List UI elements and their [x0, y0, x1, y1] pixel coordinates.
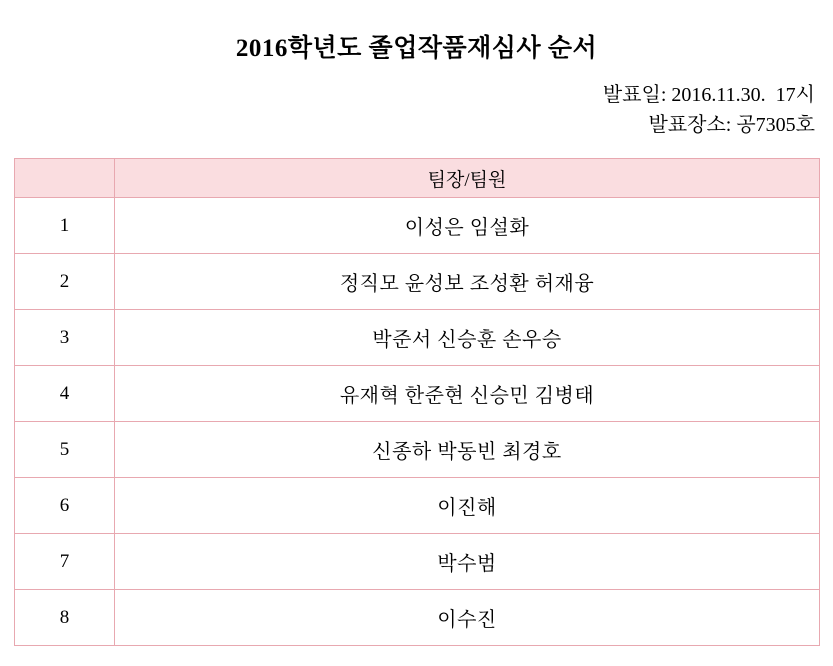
presentation-place: 발표장소: 공7305호	[648, 114, 815, 136]
row-members: 이수진	[115, 590, 820, 646]
row-number: 5	[15, 422, 115, 478]
row-members: 박수범	[115, 534, 820, 590]
schedule-table	[14, 158, 820, 646]
table-row	[15, 198, 820, 254]
row-members: 박준서 신승훈 손우승	[115, 310, 820, 366]
row-number: 6	[15, 478, 115, 534]
page-title: 2016학년도 졸업작품재심사 순서	[235, 35, 598, 62]
row-members: 이성은 임설화	[115, 198, 820, 254]
table-row	[15, 254, 820, 310]
table-row	[15, 590, 820, 646]
document-page	[0, 28, 833, 666]
row-number: 2	[15, 254, 115, 310]
row-number: 7	[15, 534, 115, 590]
row-number: 8	[15, 590, 115, 646]
document-meta	[0, 80, 833, 140]
row-members: 신종하 박동빈 최경호	[115, 422, 820, 478]
table-row	[15, 422, 820, 478]
table-row	[15, 478, 820, 534]
row-number: 3	[15, 310, 115, 366]
table-row	[15, 366, 820, 422]
row-number: 1	[15, 198, 115, 254]
presentation-date: 발표일: 2016.11.30. 17시	[602, 84, 815, 106]
row-members: 이진해	[115, 478, 820, 534]
row-members: 정직모 윤성보 조성환 허재융	[115, 254, 820, 310]
row-number: 4	[15, 366, 115, 422]
schedule-table-wrapper	[14, 158, 819, 646]
column-header-members: 팀장/팀원	[115, 159, 820, 198]
column-header-number	[15, 159, 115, 198]
table-row	[15, 534, 820, 590]
table-header-row	[15, 159, 820, 198]
table-row	[15, 310, 820, 366]
row-members: 유재혁 한준현 신승민 김병태	[115, 366, 820, 422]
